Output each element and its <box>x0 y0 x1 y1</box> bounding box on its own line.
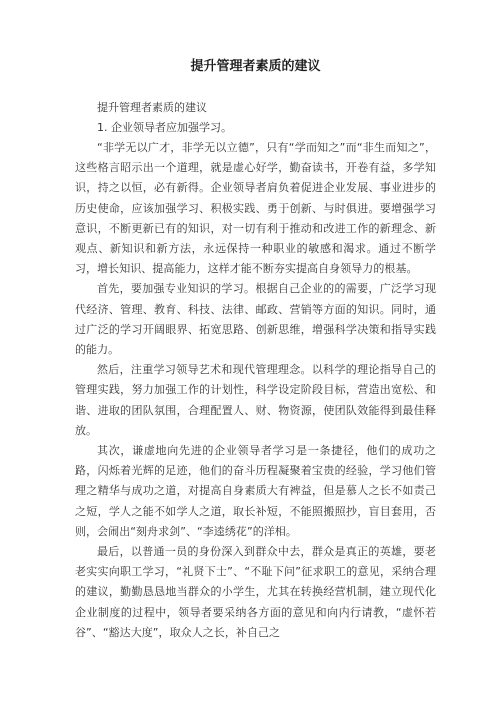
page-title: 提升管理者素质的建议 <box>190 59 321 74</box>
section-heading: 提升管理者素质的建议 <box>97 101 207 114</box>
paragraph-3: 然后，注重学习领导艺术和现代管理理念。以科学的理论指导自己的管理实践，努力加强工作的计划性，科学设定阶段目标，营造出宽松、和谐、进取的团队氛围，合理配置人、财、物资源，使团队效能得到最佳释放。 <box>75 363 436 437</box>
paragraph-2: 首先，要加强专业知识的学习。根据自己企业的的需要，广泛学习现代经济、管理、教育、科技、法律、邮政、营销等方面的知识。同时，通过广泛的学习开阔眼界、拓宽思路、创新思维，增强科学决策和指导实践的能力。 <box>75 282 436 357</box>
paragraph-4: 其次，谦虚地向先进的企业领导者学习是一条捷径，他们的成功之路，闪烁着光辉的足迹，他们的奋斗历程凝聚着宝贵的经验，学习他们管理之精华与成功之道，对提高自身素质大有裨益，但是慕人之长不如责己之短，学人之能不如学人之道，取长补短，不能照搬照抄，盲目套用，否则，会闹出“刻舟求剑”、“李逵绣花”的洋相。 <box>75 444 436 538</box>
paragraph-5: 最后，以普通一员的身份深入到群众中去，群众是真正的英雄，要老老实实向职工学习，“礼贤下士”、“不耻下问”征求职工的意见，采纳合理的建议，勤勤恳恳地当群众的小学生，尤其在转换经营机制，建立现代化企业制度的过程中，领导者要采纳各方面的意见和向内行请教，“虚怀若谷”、“豁达大度”，取众人之长，补自己之 <box>75 545 436 639</box>
paragraph-1: “非学无以广才，非学无以立德”，只有“学而知之”而“非生而知之”，这些格言昭示出一个道理，就是虚心好学，勤奋读书，开卷有益，多学知识，持之以恒，必有新得。企业领导者肩负着促进企业发展、事业进步的历史使命，应该加强学习、积极实践、勇于创新、与时俱进。要增强学习意识，不断更新已有的知识，对一切有利于推动和改进工作的新理念、新观点、新知识和新方法，永远保持一种职业的敏感和渴求。通过不断学习，增长知识、提高能力，这样才能不断夯实提高自身领导力的根基。 <box>75 141 436 276</box>
point-heading-1: 1. 企业领导者应加强学习。 <box>97 121 232 134</box>
